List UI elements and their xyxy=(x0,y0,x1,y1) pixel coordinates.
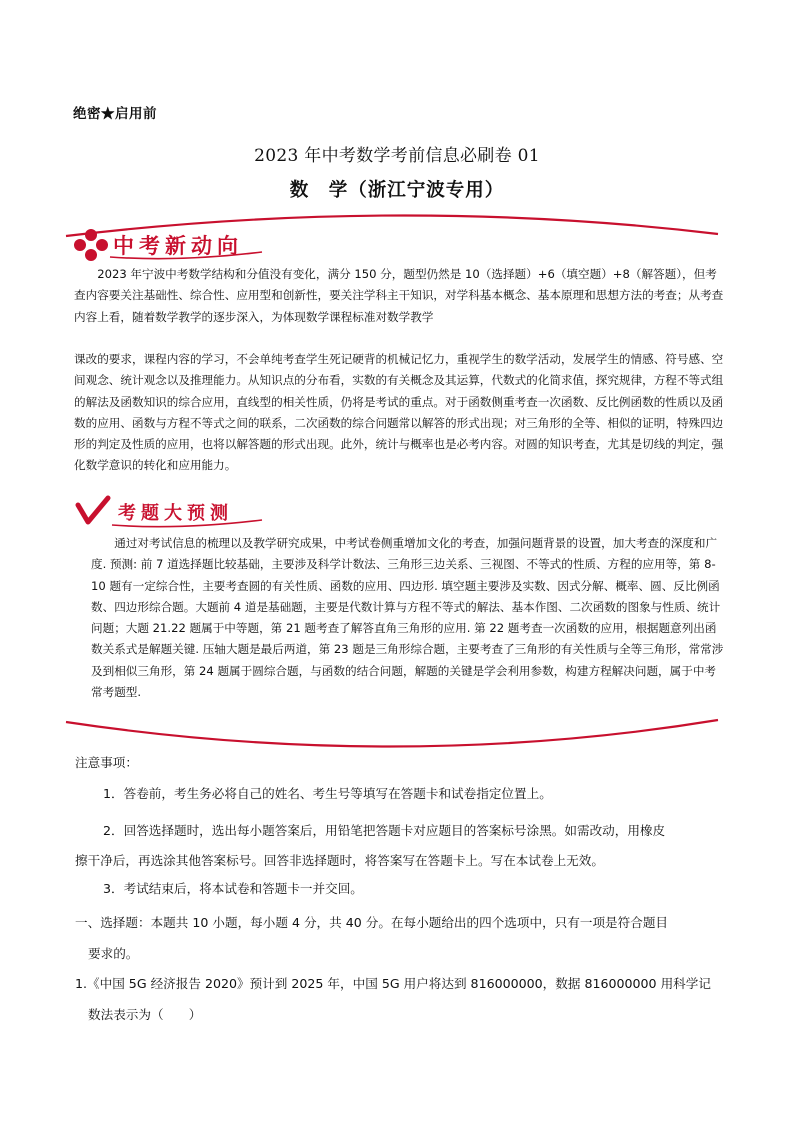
question-1 xyxy=(75,968,725,1030)
notice-item-2-line-2: 擦干净后，再选涂其他答案标号。回答非选择题时，将答案写在答题卡上。写在本试卷上无效。 xyxy=(75,853,604,868)
trend-paragraph-1: 2023 年宁波中考数学结构和分值没有变化，满分 150 分，题型仍然是 10（选择题）+6（填空题）+8（解答题），但考查内容要关注基础性、综合性、应用型和创新性，要关注学科主干知识，对学科基本概念、基本原理和思想方法的考查；从考查内容上看，随着数学教学的逐步深入，为体现数学课程标准对数学教学 xyxy=(74,267,724,324)
notice-item-2 xyxy=(75,816,725,876)
notice-item-2-line-1: 2．回答选择题时，选出每小题答案后，用铅笔把答题卡对应题目的答案标号涂黑。如需改动，用橡皮 xyxy=(103,823,666,838)
section-instruction-line-1: 一、选择题：本题共 10 小题，每小题 4 分，共 40 分。在每小题给出的四个选项中，只有一项是符合题目 xyxy=(75,915,669,930)
question-1-line-2: 数法表示为（ ） xyxy=(88,1007,202,1022)
question-1-line-1: 1.《中国 5G 经济报告 2020》预计到 2025 年，中国 5G 用户将达到 816000000，数据 816000000 用科学记 xyxy=(75,976,711,991)
trend-paragraph-2: 课改的要求，课程内容的学习，不会单纯考查学生死记硬背的机械记忆力，重视学生的数学活动，发展学生的情感、符号感、空间观念、统计观念以及推理能力。从知识点的分布看，实数的有关概念及其运算，代数式的化简求值，探究规律，方程不等式组的解法及函数知识的综合应用，直线型的相关性质，仍将是考试的重点。对于函数侧重考查一次函数、反比例函数的性质以及函数的应用、函数与方程不等式之间的联系，二次函数的综合问题常以解答的形式出现；对三角形的全等、相似的证明，特殊四边形的判定及性质的应用，也将以解答题的形式出现。此外，统计与概率也是必考内容。对圆的知识考查，尤其是切线的判定，强化数学意识的转化和应用能力。 xyxy=(74,352,724,473)
forecast-heading: 考题大预测 xyxy=(118,503,233,524)
trend-heading: 中考新动向 xyxy=(113,234,243,258)
bottom-arc-decoration xyxy=(66,720,718,747)
forecast-paragraph: 通过对考试信息的梳理以及教学研究成果，中考试卷侧重增加文化的考查，加强问题背景的设置，加大考查的深度和广度. 预测: 前 7 道选择题比较基础，主要涉及科学计数法、三角形三边关系、三视图、不等式的性质、方程的应用等，第 8-10 题有一定综合性，主要考查圆的有关性质、函数的应用、四边形. 填空题主要涉及实数、因式分解、概率、圆、反比例函数、四边形综合题。大题前 4 道是基础题，主要是代数计算与方程不等式的解法、基本作图、二次函数的图象与性质、统计问题；大题 21.22 题属于中等题，第 21 题考查了解答直角三角形的应用. 第 22 题考查一次函数的应用，根据题意列出函数关系式是解题关键. 压轴大题是最后两道，第 23 题是三角形综合题，主要考查了三角形的有关性质与全等三角形，常常涉及到相似三角形，第 24 题属于圆综合题，与函数的结合问题，解题的关键是学会利用参数，构建方程解决问题，属于中考常考题型. xyxy=(91,536,724,700)
confidential-label: 绝密★启用前 xyxy=(73,106,157,122)
notice-item-1: 1．答卷前，考生务必将自己的姓名、考生号等填写在答题卡和试卷指定位置上。 xyxy=(103,786,552,801)
section-instruction-line-2: 要求的。 xyxy=(88,946,139,961)
check-icon xyxy=(78,498,108,522)
notice-title: 注意事项： xyxy=(75,755,138,770)
exam-title: 2023 年中考数学考前信息必刷卷 01 xyxy=(254,146,540,166)
notice-item-3: 3．考试结束后，将本试卷和答题卡一并交回。 xyxy=(103,881,363,896)
exam-subtitle: 数 学（浙江宁波专用） xyxy=(289,180,505,201)
section-instruction xyxy=(75,907,725,969)
